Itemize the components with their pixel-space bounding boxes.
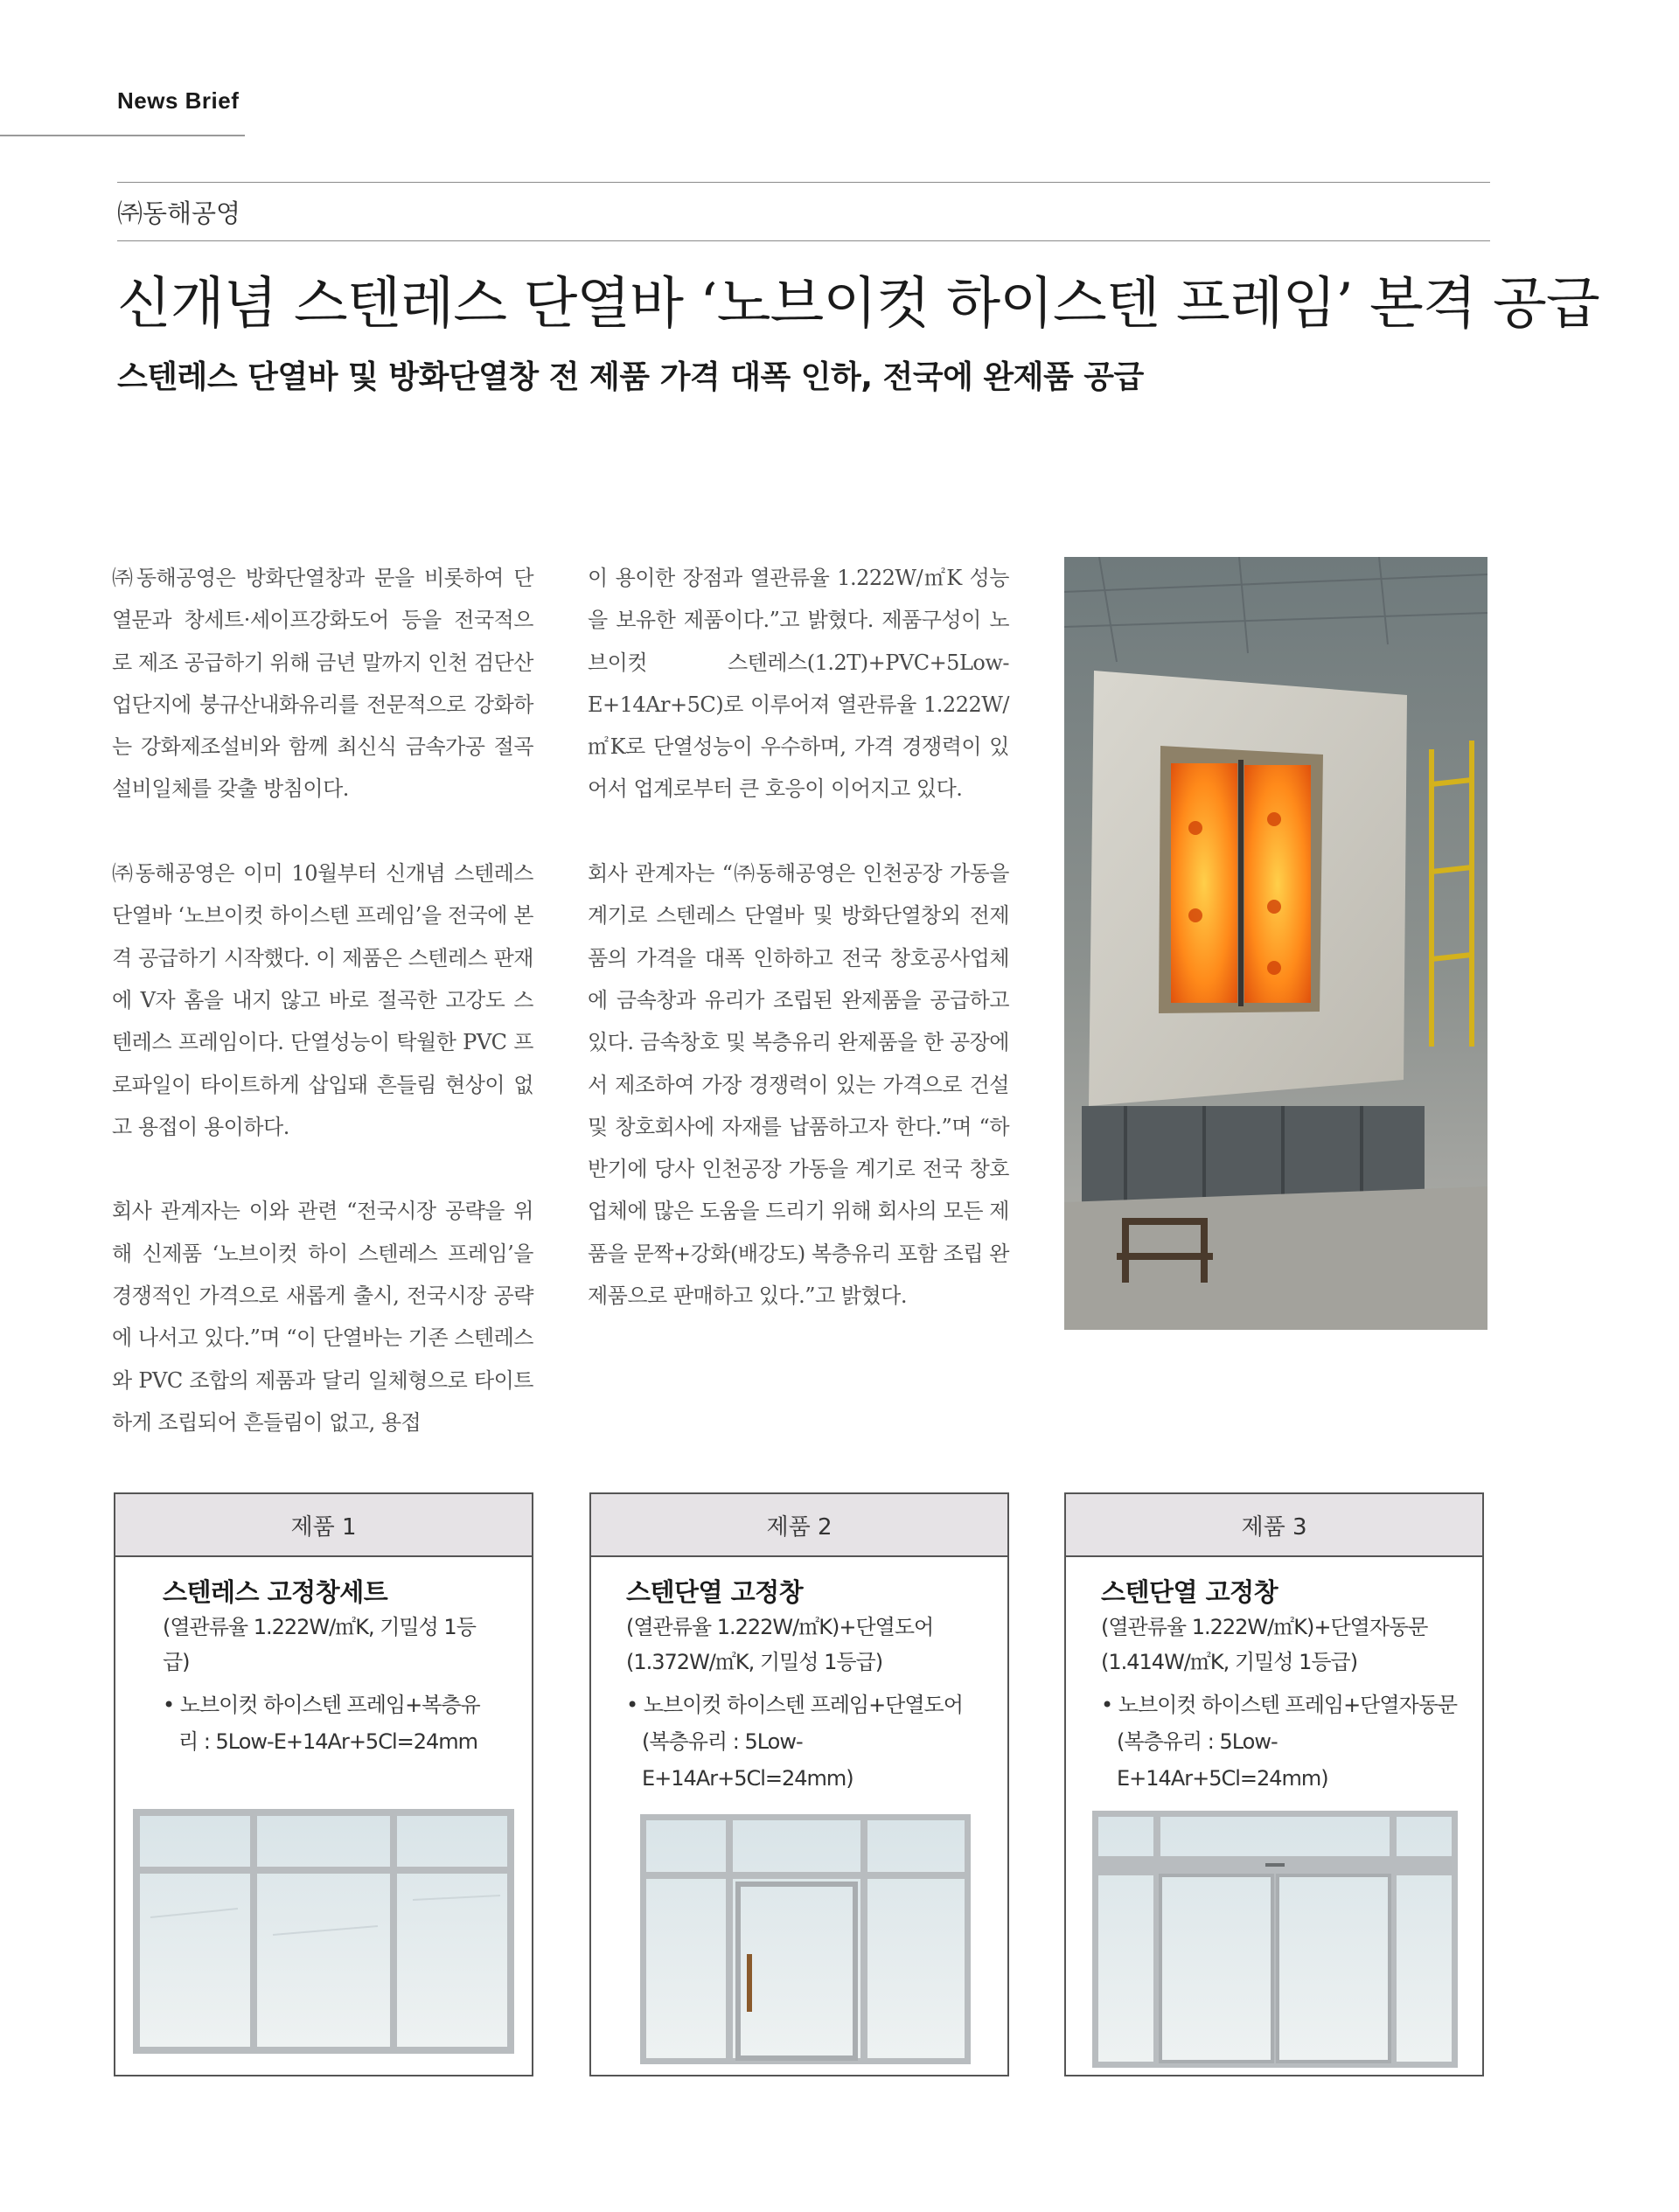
product-card-header: 제품 3 bbox=[1066, 1494, 1482, 1557]
article-column-2 bbox=[588, 557, 1009, 1317]
product-composition: • 노브이컷 하이스텐 프레임+단열도어(복층유리 : 5Low-E+14Ar+5Cl=24mm) bbox=[626, 1693, 963, 1791]
top-rule bbox=[117, 182, 1490, 183]
paragraph: 회사 관계자는 “㈜동해공영은 인천공장 가동을 계기로 스텐레스 단열바 및 방화단열창외 전제품의 가격을 대폭 인하하고 전국 창호공사업체에 금속창과 유리가 조립된 완제품을 공급하고 있다. 금속창호 및 복층유리 완제품을 한 공장에서 제조하여 가장 경쟁력이 있는 가격으로 건설 및 창호회사에 자재를 납품하고자 한다.”며 “하반기에 당사 인천공장 가동을 계기로 전국 창호업체에 많은 도움을 드리기 위해 회사의 모든 제품을 문짝+강화(배강도) 복층유리 포함 조립 완제품으로 판매하고 있다.”고 밝혔다. bbox=[588, 861, 1009, 1309]
window-with-automatic-door-image bbox=[1066, 1786, 1482, 2075]
product-card-2 bbox=[589, 1492, 1009, 2076]
company-name: ㈜동해공영 bbox=[117, 198, 241, 228]
section-divider bbox=[0, 135, 245, 136]
fire-test-photo bbox=[1064, 557, 1487, 1330]
article-subtitle: 스텐레스 단열바 및 방화단열창 전 제품 가격 대폭 인하, 전국에 완제품 공급 bbox=[117, 359, 1144, 395]
product-composition: • 노브이컷 하이스텐 프레임+단열자동문(복층유리 : 5Low-E+14Ar+5Cl=24mm) bbox=[1101, 1693, 1458, 1791]
company-rule bbox=[117, 240, 1490, 241]
article-column-1 bbox=[112, 557, 533, 1443]
product-spec: (열관류율 1.222W/㎡K)+단열도어(1.372W/㎡K, 기밀성 1등급) bbox=[626, 1615, 934, 1674]
product-spec: (열관류율 1.222W/㎡K, 기밀성 1등급) bbox=[163, 1615, 476, 1674]
article-title: 신개념 스텐레스 단열바 ‘노브이컷 하이스텐 프레임’ 본격 공급 bbox=[117, 272, 1599, 337]
product-card-3 bbox=[1064, 1492, 1484, 2076]
fixed-window-set-image bbox=[115, 1786, 532, 2075]
paragraph: 회사 관계자는 이와 관련 “전국시장 공략을 위해 신제품 ‘노브이컷 하이 스텐레스 프레임’을 경쟁적인 가격으로 새롭게 출시, 전국시장 공략에 나서고 있다.”며 “이 단열바는 기존 스텐레스와 PVC 조합의 제품과 달리 일체형으로 타이트하게 조립되어 흔들림이 없고, 용접 bbox=[112, 1199, 533, 1435]
paragraph: ㈜동해공영은 이미 10월부터 신개념 스텐레스 단열바 ‘노브이컷 하이스텐 프레임’을 전국에 본격 공급하기 시작했다. 이 제품은 스텐레스 판재에 V자 홈을 내지 않고 바로 절곡한 고강도 스텐레스 프레임이다. 단열성능이 탁월한 PVC 프로파일이 타이트하게 삽입돼 흔들림 현상이 없고 용접이 용이하다. bbox=[112, 861, 533, 1139]
section-label: News Brief bbox=[117, 87, 240, 114]
paragraph: 이 용이한 장점과 열관류율 1.222W/㎡K 성능을 보유한 제품이다.”고 밝혔다. 제품구성이 노브이컷 스텐레스(1.2T)+PVC+5Low-E+14Ar+5C)로 이루어져 열관류율 1.222W/㎡K로 단열성능이 우수하며, 가격 경쟁력이 있어서 업계로부터 큰 호응이 이어지고 있다. bbox=[588, 566, 1009, 802]
product-name: 스텐단열 고정창 bbox=[626, 1577, 804, 1607]
product-name: 스텐단열 고정창 bbox=[1101, 1577, 1278, 1607]
product-card-header: 제품 2 bbox=[591, 1494, 1007, 1557]
product-card-1 bbox=[114, 1492, 533, 2076]
window-with-door-image bbox=[591, 1786, 1007, 2075]
product-spec: (열관류율 1.222W/㎡K)+단열자동문(1.414W/㎡K, 기밀성 1등급) bbox=[1101, 1615, 1428, 1674]
product-composition: • 노브이컷 하이스텐 프레임+복층유리 : 5Low-E+14Ar+5Cl=24mm bbox=[163, 1693, 480, 1754]
paragraph: ㈜동해공영은 방화단열창과 문을 비롯하여 단열문과 창세트·세이프강화도어 등을 전국적으로 제조 공급하기 위해 금년 말까지 인천 검단산업단지에 붕규산내화유리를 전문적으로 강화하는 강화제조설비와 함께 최신식 금속가공 절곡 설비일체를 갖출 방침이다. bbox=[112, 566, 533, 802]
product-name: 스텐레스 고정창세트 bbox=[163, 1577, 388, 1607]
product-card-header: 제품 1 bbox=[115, 1494, 532, 1557]
